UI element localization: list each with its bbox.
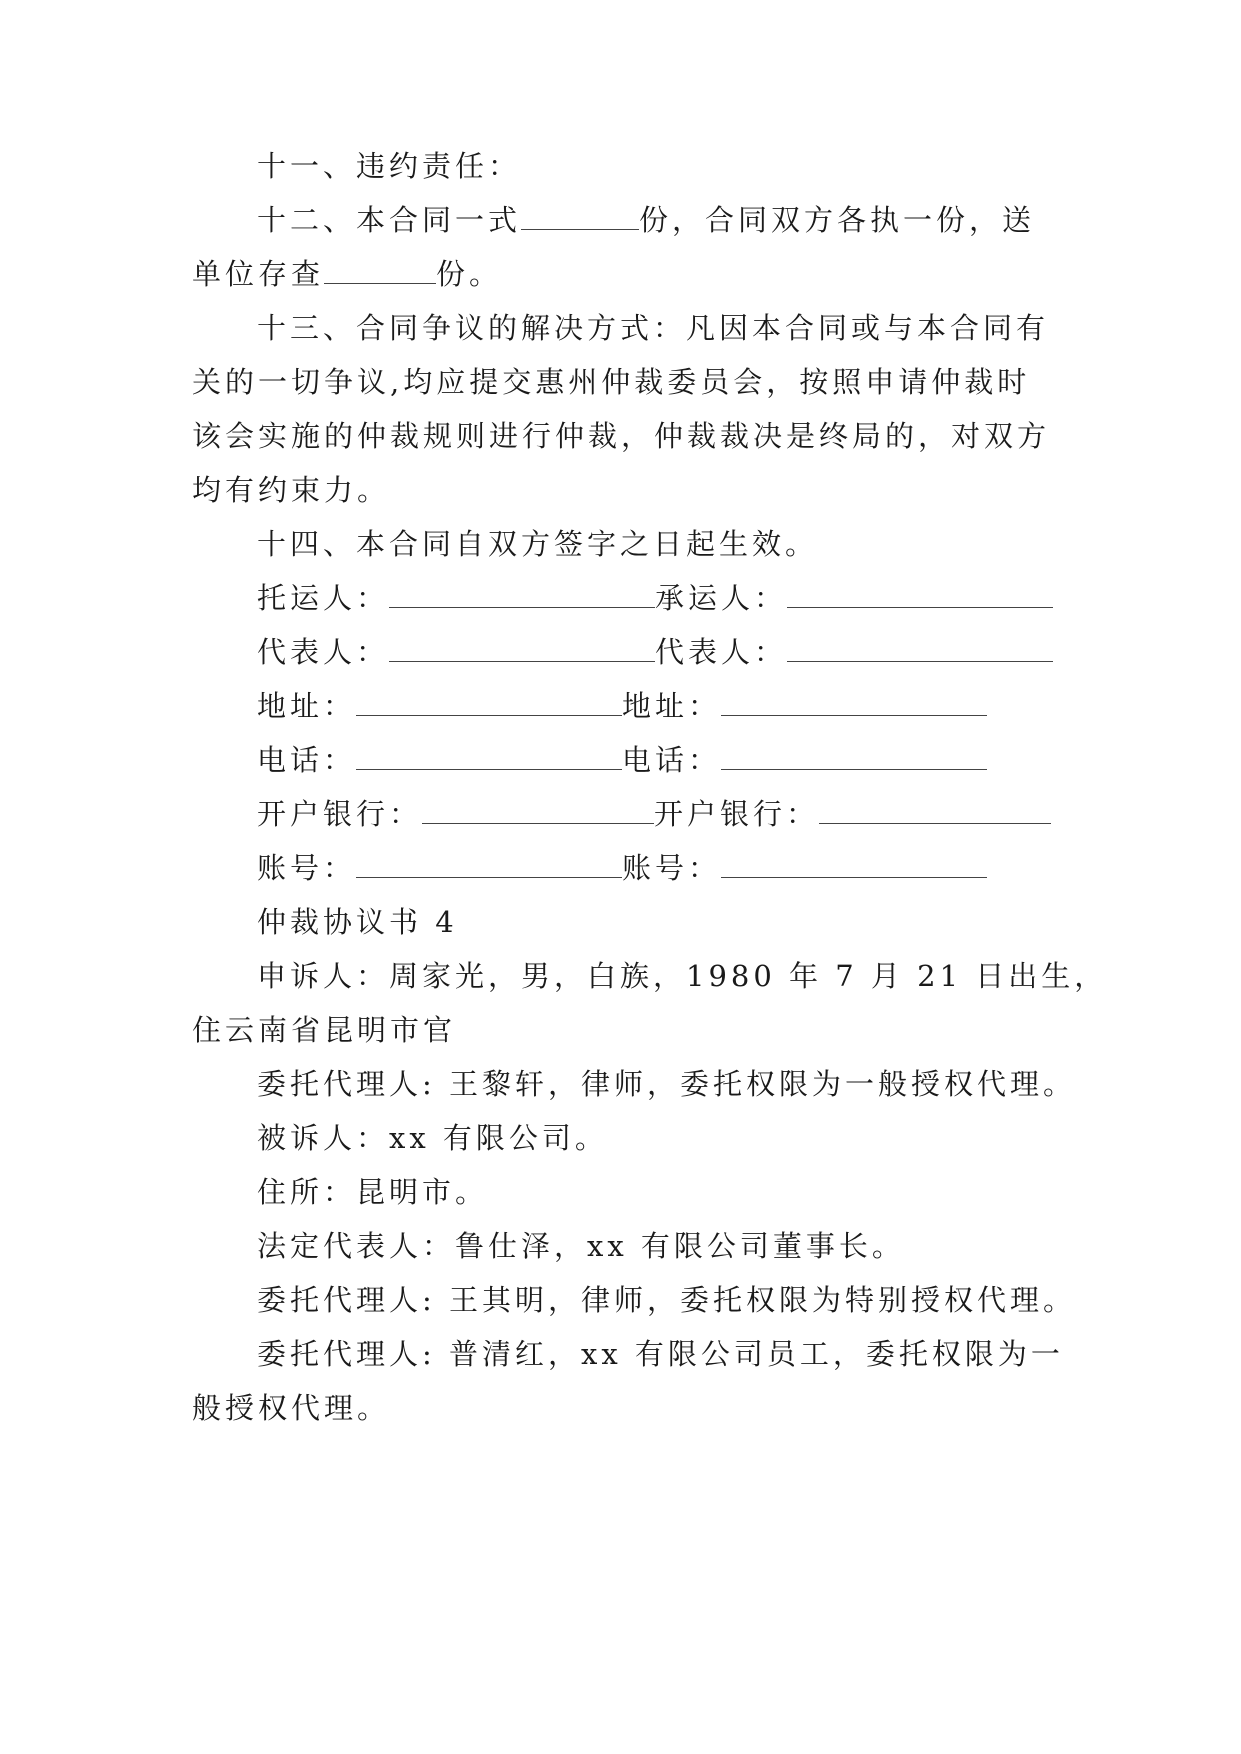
unit-copies-blank[interactable] — [324, 257, 436, 284]
carrier-account-field[interactable] — [721, 851, 987, 878]
shipper-account-label: 账号： — [257, 851, 357, 885]
shipper-field[interactable] — [389, 581, 655, 608]
clause-14: 十四、本合同自双方签字之日起生效。 — [257, 527, 819, 561]
carrier-address-label: 地址： — [622, 689, 722, 723]
clause-13-line1: 十三、合同争议的解决方式：凡因本合同或与本合同有 — [257, 311, 1050, 345]
respondent: 被诉人：xx 有限公司。 — [257, 1121, 608, 1155]
respondent-agent-1: 委托代理人: 王其明，律师，委托权限为特别授权代理。 — [257, 1283, 1076, 1317]
signature-row-bank — [257, 796, 1057, 832]
shipper-bank-field[interactable] — [422, 797, 654, 824]
shipper-rep-field[interactable] — [389, 635, 655, 662]
shipper-label: 托运人： — [257, 581, 390, 615]
shipper-account-field[interactable] — [356, 851, 622, 878]
carrier-bank-label: 开户银行： — [654, 797, 820, 831]
clause-13-line2: 关的一切争议,均应提交惠州仲裁委员会，按照申请仲裁时 — [192, 365, 1031, 399]
carrier-field[interactable] — [787, 581, 1053, 608]
signature-row-address — [257, 688, 1057, 724]
clause-12-unit: 单位存查 — [192, 257, 325, 291]
shipper-address-field[interactable] — [356, 689, 622, 716]
applicant-agent: 委托代理人: 王黎轩，律师，委托权限为一般授权代理。 — [257, 1067, 1076, 1101]
carrier-rep-label: 代表人： — [655, 635, 788, 669]
legal-representative: 法定代表人：鲁仕泽，xx 有限公司董事长。 — [257, 1229, 905, 1263]
clause-12-middle: 份，合同双方各执一份，送 — [639, 203, 1036, 237]
applicant-line1: 申诉人：周家光，男，白族，1980 年 7 月 21 日出生， — [257, 959, 1108, 993]
copies-blank[interactable] — [521, 203, 639, 230]
signature-row-representative — [257, 634, 1057, 670]
carrier-rep-field[interactable] — [787, 635, 1053, 662]
clause-13-line3: 该会实施的仲裁规则进行仲裁，仲裁裁决是终局的，对双方 — [192, 419, 1051, 453]
clause-12-line1 — [257, 202, 1035, 238]
signature-row-phone — [257, 742, 1057, 778]
clause-12-end: 份。 — [436, 257, 503, 291]
respondent-domicile: 住所：昆明市。 — [257, 1175, 489, 1209]
respondent-agent-2-line2: 般授权代理。 — [192, 1391, 391, 1425]
carrier-bank-field[interactable] — [819, 797, 1051, 824]
clause-13-line4: 均有约束力。 — [192, 473, 391, 507]
shipper-bank-label: 开户银行： — [257, 797, 423, 831]
shipper-rep-label: 代表人： — [257, 635, 390, 669]
clause-12-line2 — [192, 256, 502, 292]
carrier-address-field[interactable] — [721, 689, 987, 716]
signature-row-shipper — [257, 580, 1057, 616]
clause-12-prefix: 十二、本合同一式 — [257, 203, 522, 237]
shipper-phone-label: 电话： — [257, 743, 357, 777]
carrier-phone-label: 电话： — [622, 743, 722, 777]
clause-11: 十一、违约责任： — [257, 149, 522, 183]
carrier-label: 承运人： — [655, 581, 788, 615]
shipper-address-label: 地址： — [257, 689, 357, 723]
carrier-phone-field[interactable] — [721, 743, 987, 770]
respondent-agent-2-line1: 委托代理人: 普清红，xx 有限公司员工，委托权限为一 — [257, 1337, 1064, 1371]
carrier-account-label: 账号： — [622, 851, 722, 885]
applicant-line2: 住云南省昆明市官 — [192, 1013, 457, 1047]
signature-row-account — [257, 850, 1057, 886]
section-title-4: 仲裁协议书 4 — [257, 905, 458, 939]
shipper-phone-field[interactable] — [356, 743, 622, 770]
